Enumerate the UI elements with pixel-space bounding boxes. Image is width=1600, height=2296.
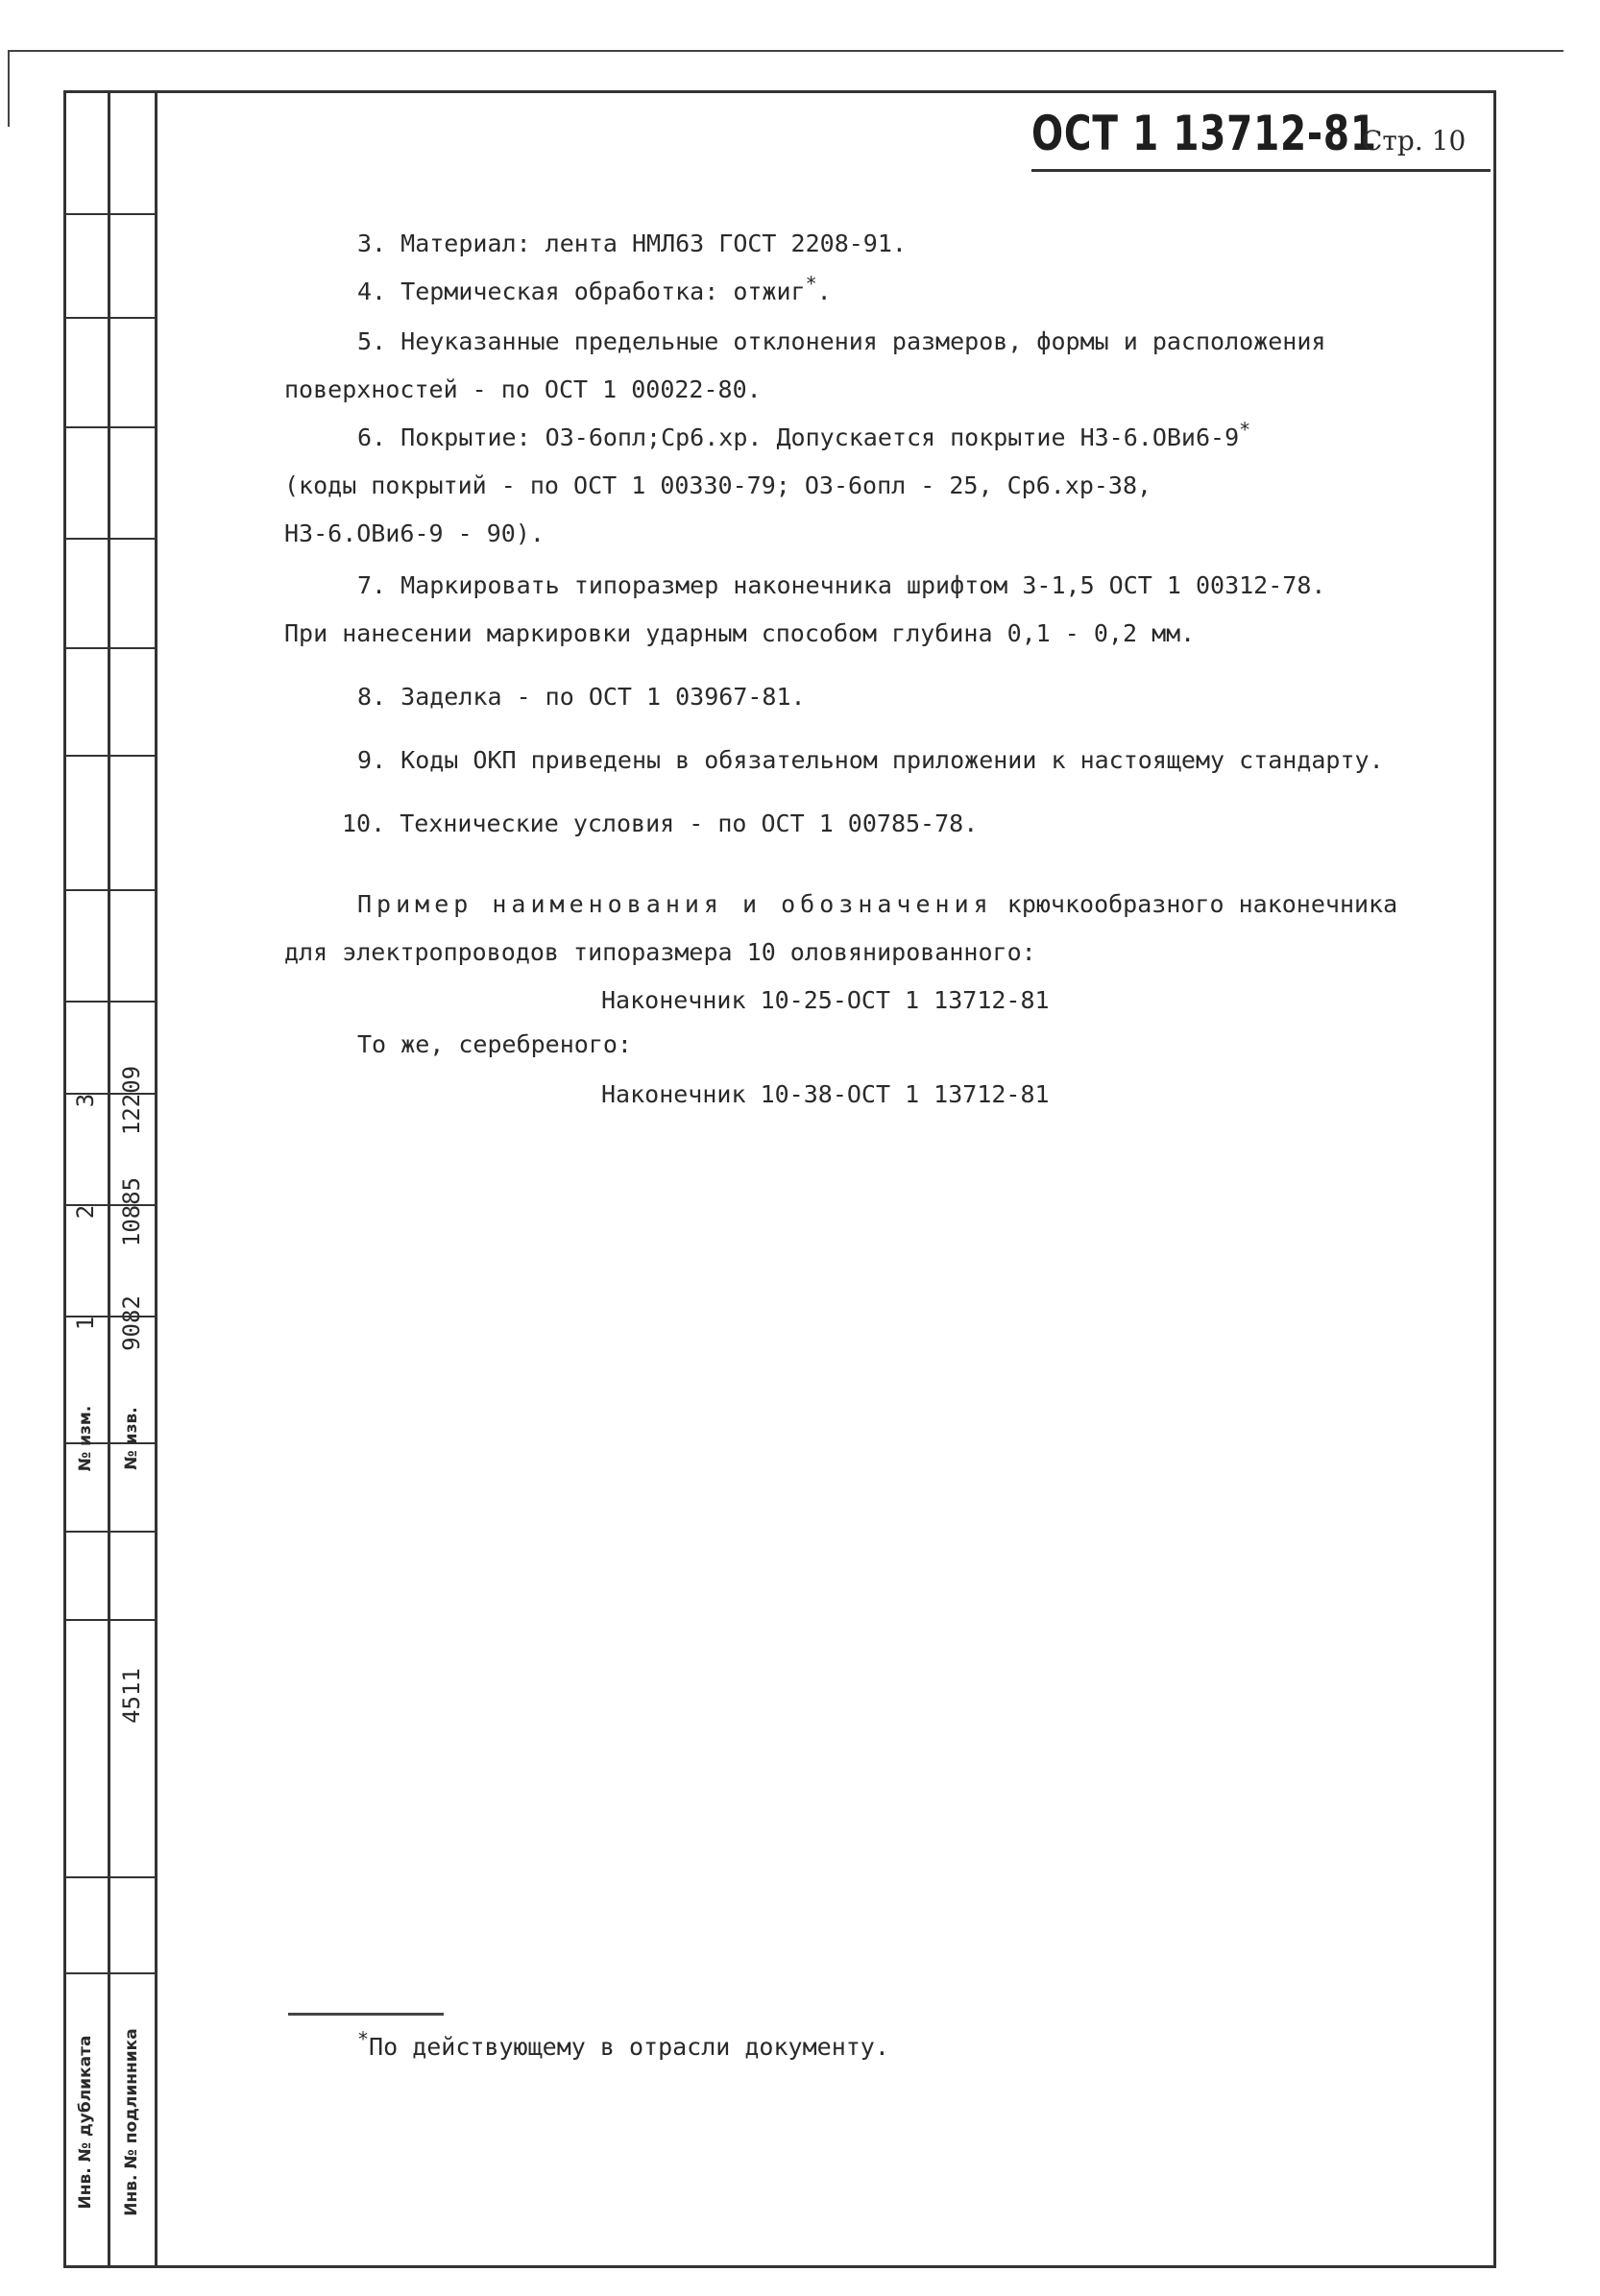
stamp-label-inv-original: Инв. № подлинника <box>122 2028 141 2216</box>
example-designation-2: Наконечник 10-38-ОСТ 1 13712-81 <box>601 1080 1050 1108</box>
stamp-border-right <box>155 90 158 2268</box>
stamp-row-line <box>63 889 156 891</box>
stamp-row-line <box>63 1876 156 1878</box>
stamp-label-change-no: № изм. <box>76 1405 95 1472</box>
item-3: 3. Материал: лента НМЛ63 ГОСТ 2208-91. <box>357 230 907 257</box>
stamp-row-line <box>63 1972 156 1974</box>
footnote: *По действующему в отрасли документу. <box>357 2027 889 2061</box>
example-designation-1: Наконечник 10-25-ОСТ 1 13712-81 <box>601 986 1050 1014</box>
item-6-line2: (коды покрытий - по ОСТ 1 00330-79; О3-6опл - 25, Ср6.хр-38, <box>284 471 1152 499</box>
item-10: 10. Технические условия - по ОСТ 1 00785-78. <box>342 810 979 837</box>
example-line2: для электропроводов типоразмера 10 оловянированного: <box>284 938 1036 966</box>
document-code: ОСТ 1 13712-81 <box>1031 106 1377 161</box>
scan-top-rule <box>8 50 1564 52</box>
stamp-row-line <box>63 426 156 428</box>
footnote-mark: * <box>1239 418 1251 442</box>
item-4: 4. Термическая обработка: отжиг*. <box>357 272 832 305</box>
stamp-row-line <box>63 213 156 215</box>
stamp-row-line <box>63 1001 156 1003</box>
stamp-divider <box>108 90 110 2268</box>
stamp-label-inv-duplicate: Инв. № дубликата <box>76 2035 95 2210</box>
stamp-border-left <box>63 90 66 2268</box>
footnote-rule <box>288 2013 444 2016</box>
stamp-change-number: 2 <box>72 1204 99 1220</box>
stamp-row-line <box>63 755 156 757</box>
page-frame <box>63 90 1496 2268</box>
stamp-label-notice-no: № изв. <box>122 1407 141 1470</box>
item-8: 8. Заделка - по ОСТ 1 03967-81. <box>357 683 806 711</box>
stamp-column <box>63 90 156 2268</box>
item-7-line1: 7. Маркировать типоразмер наконечника шрифтом 3-1,5 ОСТ 1 00312-78. <box>357 571 1326 599</box>
item-5-line2: поверхностей - по ОСТ 1 00022-80. <box>284 375 762 403</box>
example-line1: Пример наименования и обозначения крючкообразного наконечника <box>357 890 1398 918</box>
example-same-silvered: То же, серебреного: <box>357 1030 632 1058</box>
footnote-mark: * <box>357 2027 370 2051</box>
item-6-line1: 6. Покрытие: О3-6опл;Ср6.хр. Допускается покрытие Н3-6.ОВи6-9* <box>357 418 1251 451</box>
stamp-row-line <box>63 538 156 540</box>
stamp-notice-number: 10885 <box>118 1176 145 1247</box>
item-7-line2: При нанесении маркировки ударным способом глубина 0,1 - 0,2 мм. <box>284 619 1196 647</box>
page-number: Стр. 10 <box>1362 125 1467 157</box>
header-underline <box>1031 169 1491 172</box>
stamp-change-number: 1 <box>72 1316 99 1331</box>
stamp-row-line <box>63 1619 156 1621</box>
stamp-change-number: 3 <box>72 1093 99 1108</box>
item-9: 9. Коды ОКП приведены в обязательном приложении к настоящему стандарту. <box>357 746 1384 774</box>
stamp-row-line <box>63 317 156 319</box>
footnote-mark: * <box>805 272 817 296</box>
item-6-line3: Н3-6.ОВи6-9 - 90). <box>284 520 545 547</box>
stamp-row-line <box>63 647 156 649</box>
stamp-notice-number: 9082 <box>118 1295 145 1351</box>
stamp-row-line <box>63 1531 156 1533</box>
stamp-duplicate-inventory: 4511 <box>118 1668 145 1724</box>
scan-left-edge <box>8 50 10 127</box>
item-5-line1: 5. Неуказанные предельные отклонения размеров, формы и расположения <box>357 327 1326 355</box>
stamp-notice-number: 12209 <box>118 1065 145 1136</box>
